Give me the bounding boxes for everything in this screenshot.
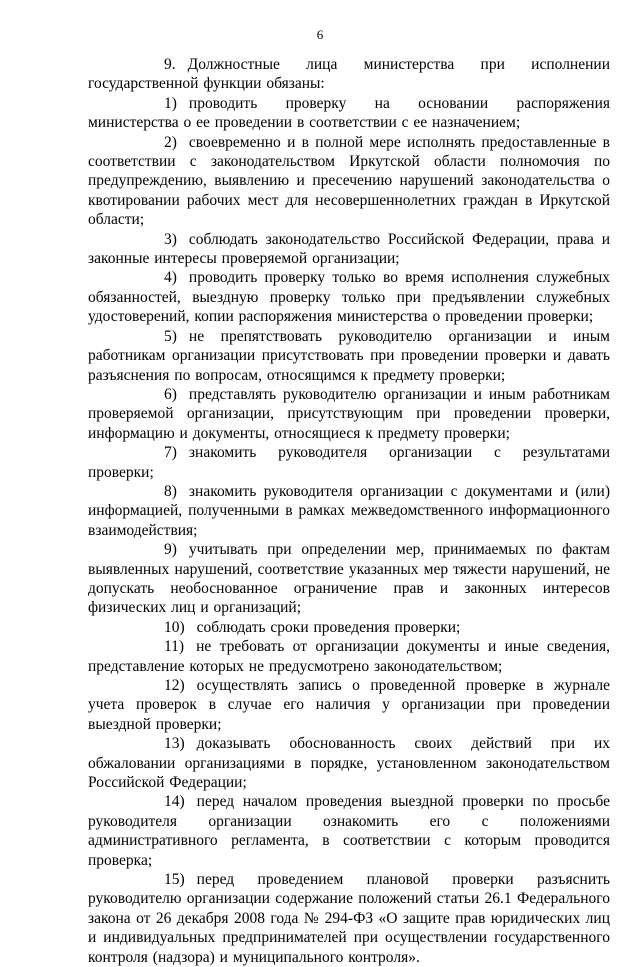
paragraph-number: 3) <box>164 230 177 248</box>
paragraph-text: учитывать при определении мер, принимаемых по фактам выявленных нарушений, соответствие указанных мер тяжести нарушений, не допускать необоснованное ограничение прав и законных интересов физических лиц и организаций; <box>88 541 610 617</box>
paragraph-number: 1) <box>164 94 177 112</box>
paragraph-number: 10) <box>164 618 185 636</box>
paragraph-item <box>88 94 610 133</box>
paragraph-item <box>88 268 610 326</box>
paragraph-text: соблюдать законодательство Российской Федерации, права и законные интересы проверяемой организации; <box>88 230 610 268</box>
page-number: 6 <box>316 27 324 42</box>
paragraph-item <box>88 637 610 676</box>
paragraph-number: 8) <box>164 482 177 500</box>
paragraph-number: 11) <box>164 638 185 656</box>
paragraph-text: не препятствовать руководителю организации и иным работникам организации присутствовать при проведении проверки и давать разъяснения по вопросам, относящимся к предмету проверки; <box>88 327 610 384</box>
paragraph-number: 2) <box>164 133 177 151</box>
paragraph-number: 12) <box>164 677 185 694</box>
document-body <box>88 55 610 967</box>
paragraph-item <box>88 133 610 230</box>
paragraph-text: не требовать от организации документы и иные сведения, представление которых не предусмотрено законодательством; <box>88 638 610 675</box>
paragraph-text: своевременно и в полной мере исполнять предоставленные в соответствии с законодательством Иркутской области полномочия по предупреждению, выявлению и пресечению нарушений законодательства о квотировании рабочих мест для несовершеннолетних граждан в Иркутской области; <box>88 133 610 229</box>
paragraph-text: знакомить руководителя организации с результатами проверки; <box>88 444 610 481</box>
paragraph-item <box>88 230 610 269</box>
paragraph-text: соблюдать сроки проведения проверки; <box>196 618 461 636</box>
paragraph-text: проводить проверку на основании распоряжения министерства о ее проведении в соответствии с ее назначением; <box>88 94 610 132</box>
paragraph-text: осуществлять запись о проведенной проверке в журнале учета проверок в случае его наличия у организации при проведении выездной проверки; <box>88 677 610 733</box>
paragraph-item <box>88 870 610 967</box>
paragraph-item <box>88 792 610 870</box>
paragraph-item <box>88 482 610 540</box>
paragraph-number: 14) <box>164 793 185 811</box>
paragraph-text: знакомить руководителя организации с документами и (или) информацией, полученными в рамках межведомственного информационного взаимодействия; <box>88 482 610 539</box>
paragraph-item <box>88 734 610 792</box>
paragraph-item <box>88 540 610 618</box>
paragraph-item <box>88 327 610 385</box>
paragraph-item <box>88 618 610 637</box>
paragraph-number: 5) <box>164 327 177 345</box>
paragraph-number: 6) <box>164 385 177 403</box>
paragraph-number: 13) <box>164 735 185 753</box>
paragraph-item <box>88 443 610 482</box>
paragraph-number: 4) <box>164 269 177 287</box>
paragraph-item <box>88 676 610 734</box>
paragraph-number: 15) <box>164 871 185 889</box>
paragraph-text: доказывать обоснованность своих действий при их обжаловании организациями в порядке, установленном законодательством Российской Федерации; <box>88 735 610 792</box>
paragraph-text: перед проведением плановой проверки разъяснить руководителю организации содержание положений статьи 26.1 Федерального закона от 26 декабря 2008 года № 294-ФЗ «О защите прав юридических лиц и индивидуальных предпринимателей при осуществлении государственного контроля (надзора) и муниципального контроля». <box>88 871 610 966</box>
paragraph-item <box>88 385 610 443</box>
paragraph-text: Должностные лица министерства при исполнении государственной функции обязаны: <box>88 56 610 93</box>
paragraph-text: представлять руководителю организации и иным работникам проверяемой организации, присутствующим при проведении проверки, информацию и документы, относящиеся к предмету проверки; <box>88 385 610 442</box>
paragraph-number: 9. <box>164 56 176 73</box>
paragraph-number: 7) <box>164 444 177 462</box>
paragraph-text: проводить проверку только во время исполнения служебных обязанностей, выездную проверку только при предъявлении служебных удостоверений, копии распоряжения министерства о проведении проверки; <box>88 269 610 326</box>
paragraph-item <box>88 55 610 94</box>
paragraph-number: 9) <box>164 541 177 559</box>
paragraph-text: перед началом проведения выездной проверки по просьбе руководителя организации ознакомить его с положениями административного регламента, в соответствии с которым проводится проверка; <box>88 793 610 869</box>
